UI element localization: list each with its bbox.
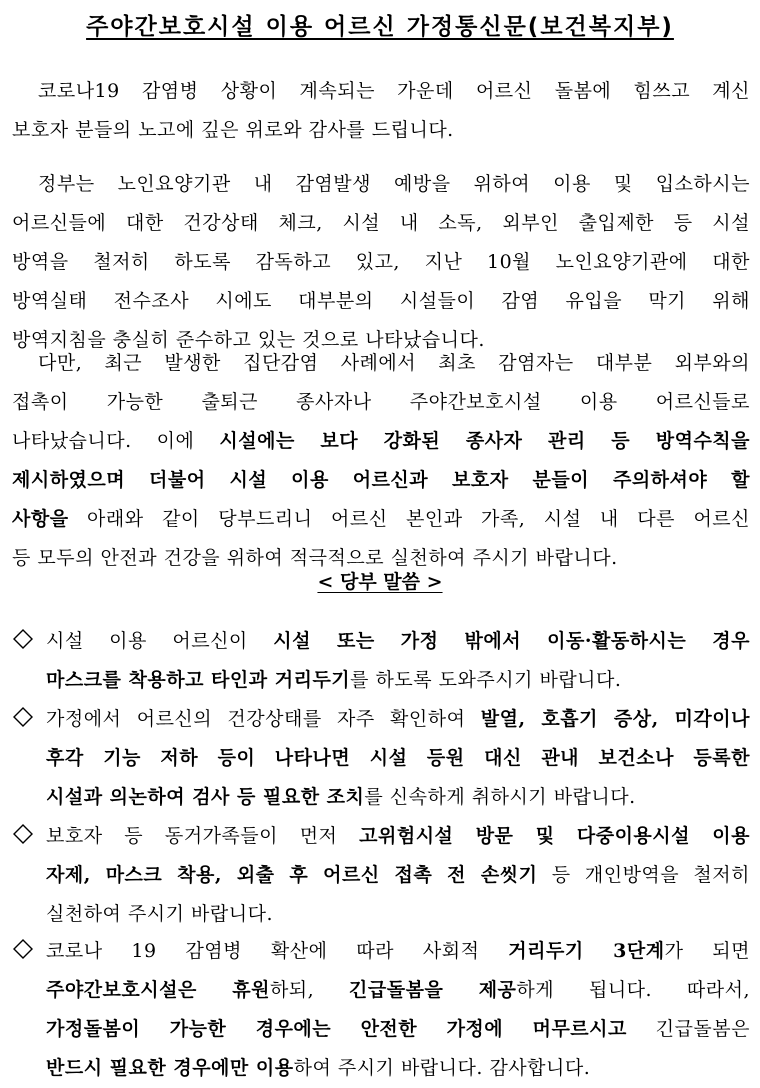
diamond-bullet-icon bbox=[12, 823, 34, 845]
paragraph-greeting bbox=[12, 72, 750, 150]
text-line: 정부는 노인요양기관 내 감염발생 예방을 위하여 이용 및 입소하시는 bbox=[38, 173, 750, 195]
text-line: 가정돌봄이 가능한 경우에는 안전한 가정에 머무르시고 긴급돌봄은 bbox=[46, 1018, 750, 1040]
request-item-text bbox=[46, 932, 750, 1088]
text-line: 다만, 최근 발생한 집단감염 사례에서 최초 감염자는 대부분 외부와의 bbox=[38, 352, 750, 374]
text-line: 보호자 분들의 노고에 깊은 위로와 감사를 드립니다. bbox=[12, 119, 454, 141]
text-line: 방역실태 전수조사 시에도 대부분의 시설들이 감염 유입을 막기 위해 bbox=[12, 290, 750, 312]
text-line: 가정에서 어르신의 건강상태를 자주 확인하여 발열, 호흡기 증상, 미각이나 bbox=[46, 708, 750, 730]
text-line: 사항을 아래와 같이 당부드리니 어르신 본인과 가족, 시설 내 다른 어르신 bbox=[12, 508, 750, 530]
text-line: 방역지침을 충실히 준수하고 있는 것으로 나타났습니다. bbox=[12, 329, 485, 351]
document-title: 주야간보호시설 이용 어르신 가정통신문(보건복지부) bbox=[86, 14, 674, 40]
text-line: 반드시 필요한 경우에만 이용하여 주시기 바랍니다. 감사합니다. bbox=[46, 1057, 591, 1079]
text-line: 시설 이용 어르신이 시설 또는 가정 밖에서 이동·활동하시는 경우 bbox=[46, 630, 750, 652]
text-line: 마스크를 착용하고 타인과 거리두기를 하도록 도와주시기 바랍니다. bbox=[46, 669, 622, 691]
text-line: 방역을 철저히 하도록 감독하고 있고, 지난 10월 노인요양기관에 대한 bbox=[12, 251, 750, 273]
request-item-text bbox=[46, 817, 750, 934]
text-line: 접촉이 가능한 출퇴근 종사자나 주야간보호시설 이용 어르신들로 bbox=[12, 391, 750, 413]
section-title: < 당부 말씀 > bbox=[317, 571, 443, 593]
text-line: 자제, 마스크 착용, 외출 후 어르신 접촉 전 손씻기 등 개인방역을 철저히 bbox=[46, 864, 750, 886]
text-line: 나타났습니다. 이에 시설에는 보다 강화된 종사자 관리 등 방역수칙을 bbox=[12, 430, 750, 452]
request-item-text bbox=[46, 622, 750, 700]
request-item-text bbox=[46, 700, 750, 817]
text-line: 제시하였으며 더불어 시설 이용 어르신과 보호자 분들이 주의하셔야 할 bbox=[12, 469, 750, 491]
text-line: 코로나 19 감염병 확산에 따라 사회적 거리두기 3단계가 되면 bbox=[46, 940, 750, 962]
paragraph-group-infection bbox=[12, 344, 750, 578]
text-line: 실천하여 주시기 바랍니다. bbox=[46, 903, 274, 925]
text-line: 보호자 등 동거가족들이 먼저 고위험시설 방문 및 다중이용시설 이용 bbox=[46, 825, 750, 847]
text-line: 주야간보호시설은 휴원하되, 긴급돌봄을 제공하게 됩니다. 따라서, bbox=[46, 979, 750, 1001]
paragraph-government-measures bbox=[12, 165, 750, 360]
diamond-bullet-icon bbox=[12, 628, 34, 650]
text-line: 어르신들에 대한 건강상태 체크, 시설 내 소독, 외부인 출입제한 등 시설 bbox=[12, 212, 750, 234]
text-line: 코로나19 감염병 상황이 계속되는 가운데 어르신 돌봄에 힘쓰고 계신 bbox=[38, 80, 750, 102]
text-line: 시설과 의논하여 검사 등 필요한 조치를 신속하게 취하시기 바랍니다. bbox=[46, 786, 636, 808]
diamond-bullet-icon bbox=[12, 938, 34, 960]
diamond-bullet-icon bbox=[12, 706, 34, 728]
text-line: 후각 기능 저하 등이 나타나면 시설 등원 대신 관내 보건소나 등록한 bbox=[46, 747, 750, 769]
text-line: 등 모두의 안전과 건강을 위하여 적극적으로 실천하여 주시기 바랍니다. bbox=[12, 547, 618, 569]
